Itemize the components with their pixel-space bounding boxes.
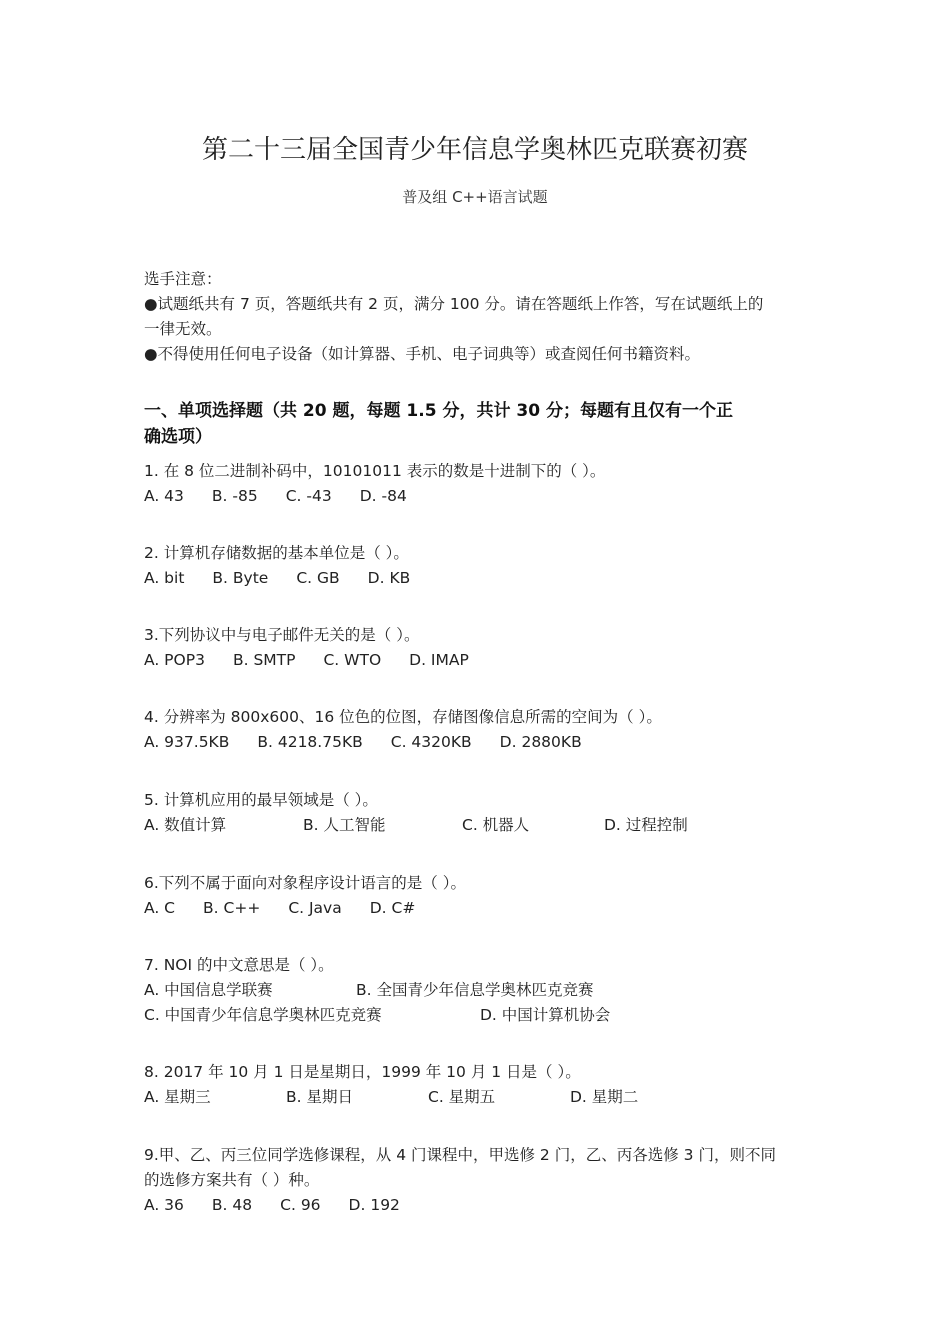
option-b: B. Byte [212,569,269,587]
question-2 [144,541,816,591]
options-row [144,1003,816,1028]
option-d: D. 2880KB [499,733,582,751]
option-c: C. WTO [323,651,382,669]
option-a: A. 43 [144,487,184,505]
option-c: C. GB [296,569,340,587]
option-b: B. 48 [211,1196,253,1214]
option-b: B. 星期日 [286,1088,353,1106]
option-c: C. 机器人 [462,816,530,834]
section-heading [144,398,816,450]
option-b: B. SMTP [232,651,296,669]
notice-line-1: ●试题纸共有 7 页，答题纸共有 2 页，满分 100 分。请在答题纸上作答，写在试题纸上的 [144,295,764,313]
options-row [144,813,816,838]
question-text: 5. 计算机应用的最早领域是（ ）。 [144,791,378,809]
question-text: 6.下列不属于面向对象程序设计语言的是（ ）。 [144,874,466,892]
option-a: A. 星期三 [144,1088,211,1106]
question-text: 2. 计算机存储数据的基本单位是（ ）。 [144,544,409,562]
option-d: D. 192 [348,1196,400,1214]
option-d: D. 中国计算机协会 [480,1006,611,1024]
option-b: B. 4218.75KB [257,733,363,751]
option-d: D. 过程控制 [604,816,688,834]
option-d: D. C# [369,899,416,917]
question-5 [144,788,816,838]
option-a: A. 937.5KB [144,733,230,751]
notice-line-1-cont: 一律无效。 [144,320,222,338]
option-a: A. POP3 [144,651,205,669]
question-text: 8. 2017 年 10 月 1 日是星期日，1999 年 10 月 1 日是（ ）。 [144,1063,581,1081]
options-row [144,730,816,755]
options-row [144,896,816,921]
question-1 [144,459,816,509]
question-6 [144,871,816,921]
question-text: 3.下列协议中与电子邮件无关的是（ ）。 [144,626,420,644]
question-text-cont: 的选修方案共有（ ）种。 [144,1171,320,1189]
options-row [144,1085,816,1110]
notice-heading: 选手注意： [144,270,222,288]
option-b: B. C++ [203,899,261,917]
option-b: B. 全国青少年信息学奥林匹克竞赛 [356,981,594,999]
page-title: 第二十三届全国青少年信息学奥林匹克联赛初赛 [201,135,748,165]
notice-line-2: ●不得使用任何电子设备（如计算器、手机、电子词典等）或查阅任何书籍资料。 [144,345,701,363]
option-c: C. 星期五 [428,1088,496,1106]
option-a: A. 数值计算 [144,816,227,834]
option-c: C. 中国青少年信息学奥林匹克竞赛 [144,1006,382,1024]
option-d: D. IMAP [409,651,469,669]
option-b: B. -85 [211,487,258,505]
question-text: 4. 分辨率为 800x600、16 位色的位图，存储图像信息所需的空间为（ ）。 [144,708,662,726]
option-b: B. 人工智能 [303,816,386,834]
options-row [144,1193,816,1218]
question-text: 9.甲、乙、丙三位同学选修课程，从 4 门课程中，甲选修 2 门，乙、丙各选修 3 门，则不同 [144,1146,776,1164]
options-row [144,566,816,591]
option-c: C. Java [288,899,342,917]
page-subtitle: 普及组 C++语言试题 [402,188,548,206]
section-heading-line-2: 确选项） [144,427,212,447]
question-7 [144,953,816,1028]
notice-block [144,267,816,367]
question-3 [144,623,816,673]
option-a: A. bit [144,569,185,587]
option-a: A. C [144,899,176,917]
option-a: A. 36 [144,1196,184,1214]
options-row [144,978,816,1003]
option-c: C. 96 [280,1196,321,1214]
option-d: D. KB [367,569,411,587]
option-c: C. -43 [285,487,332,505]
options-row [144,484,816,509]
question-text: 1. 在 8 位二进制补码中，10101011 表示的数是十进制下的（ ）。 [144,462,606,480]
option-a: A. 中国信息学联赛 [144,981,273,999]
question-text: 7. NOI 的中文意思是（ ）。 [144,956,334,974]
question-8 [144,1060,816,1110]
option-d: D. -84 [359,487,407,505]
question-4 [144,705,816,755]
question-9 [144,1143,816,1218]
option-c: C. 4320KB [390,733,472,751]
section-heading-line-1: 一、单项选择题（共 20 题，每题 1.5 分，共计 30 分；每题有且仅有一个正 [144,401,733,421]
options-row [144,648,816,673]
option-d: D. 星期二 [570,1088,639,1106]
